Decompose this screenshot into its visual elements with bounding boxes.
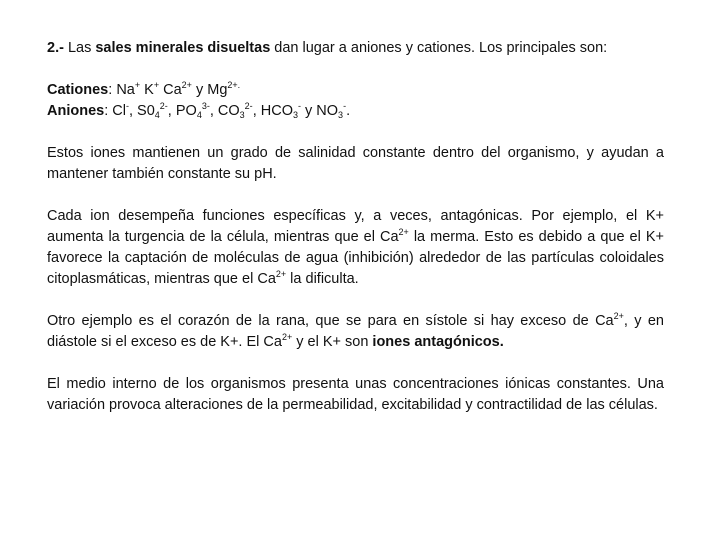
ion-na-charge: + xyxy=(134,80,141,90)
anions-line xyxy=(47,101,664,122)
para2-text-2: la merma. Esto es debido a que el K+ favorece la captación de moléculas de agua (inhibición) alrededor de las partículas coloidales citoplasmáticas, mientras que el Ca xyxy=(47,229,664,287)
cations-sep: : xyxy=(108,82,117,98)
paragraph-salinity: Estos iones mantienen un grado de salinidad constante dentro del organismo, y ayudan a mantener también constante su pH. xyxy=(47,145,664,182)
ion-so4-charge: 2- xyxy=(159,101,168,111)
heading-number: 2.- xyxy=(47,40,64,56)
ion-po4-sub: 4 xyxy=(196,110,202,120)
spacer xyxy=(47,122,664,143)
spacer xyxy=(47,353,664,374)
paragraph-functions xyxy=(47,206,664,290)
ion-hco3-sub: 3 xyxy=(292,110,298,120)
ion-hco3: , HCO xyxy=(252,103,293,119)
heading-text-before: Las xyxy=(63,40,96,56)
anions-end: . xyxy=(346,103,351,119)
para2-charge-2: 2+ xyxy=(275,269,287,279)
ion-no3: y NO xyxy=(300,103,339,119)
heading-text-after: dan lugar a aniones y cationes. Los principales son: xyxy=(270,40,608,56)
ion-co3-charge: 2- xyxy=(244,101,253,111)
heading-bold-phrase: sales minerales disueltas xyxy=(95,40,271,56)
paragraph-internal-medium: El medio interno de los organismos presenta unas concentraciones iónicas constantes. Una variación provoca alteraciones de la permeabilidad, excitabilidad y contractilidad de las células. xyxy=(47,376,664,413)
para3-text-2: , y en diástole si el exceso es de K+. El Ca xyxy=(47,313,664,350)
spacer xyxy=(47,59,664,80)
cations-conj: y xyxy=(191,82,208,98)
heading-line xyxy=(47,38,664,59)
ion-co3-sub: 3 xyxy=(239,110,245,120)
ion-mg-charge: 2+. xyxy=(227,80,241,90)
ion-po4-charge: 3- xyxy=(201,101,210,111)
ion-no3-charge: - xyxy=(343,101,347,111)
ion-cl-charge: - xyxy=(125,101,129,111)
ion-no3-sub: 3 xyxy=(338,110,344,120)
ion-k: K xyxy=(140,82,154,98)
para3-text-1: Otro ejemplo es el corazón de la rana, que se para en sístole si hay exceso de Ca xyxy=(47,313,614,329)
ion-so4: , S0 xyxy=(128,103,155,119)
ion-na: Na xyxy=(116,82,135,98)
ion-hco3-charge: - xyxy=(297,101,301,111)
ion-mg: Mg xyxy=(207,82,228,98)
ion-co3: , CO xyxy=(209,103,240,119)
anions-sep: : xyxy=(104,103,113,119)
para3-charge-1: 2+ xyxy=(613,311,624,321)
paragraph-frog-heart xyxy=(47,311,664,353)
anions-label: Aniones xyxy=(47,103,105,119)
para3-charge-2: 2+ xyxy=(281,332,293,342)
cations-label: Cationes xyxy=(47,82,109,98)
ion-so4-sub: 4 xyxy=(154,110,160,120)
ion-po4: , PO xyxy=(167,103,197,119)
cations-line xyxy=(47,80,664,101)
ion-cl: Cl xyxy=(112,103,126,119)
para2-charge-1: 2+ xyxy=(398,227,409,237)
spacer xyxy=(47,185,664,206)
para3-end: . xyxy=(499,334,504,350)
para3-text-3: y el K+ son xyxy=(292,334,373,350)
para3-bold-term: iones antagónicos xyxy=(372,334,500,350)
spacer xyxy=(47,290,664,311)
slide-content xyxy=(47,38,664,416)
ion-ca: Ca xyxy=(159,82,182,98)
ion-ca-charge: 2+ xyxy=(181,80,192,90)
para2-text-1: Cada ion desempeña funciones específicas y, a veces, antagónicas. Por ejemplo, el K+ aumenta la turgencia de la célula, mientras que el Ca xyxy=(47,208,664,245)
ion-k-charge: + xyxy=(153,80,160,90)
para2-text-3: la dificulta. xyxy=(286,271,359,287)
